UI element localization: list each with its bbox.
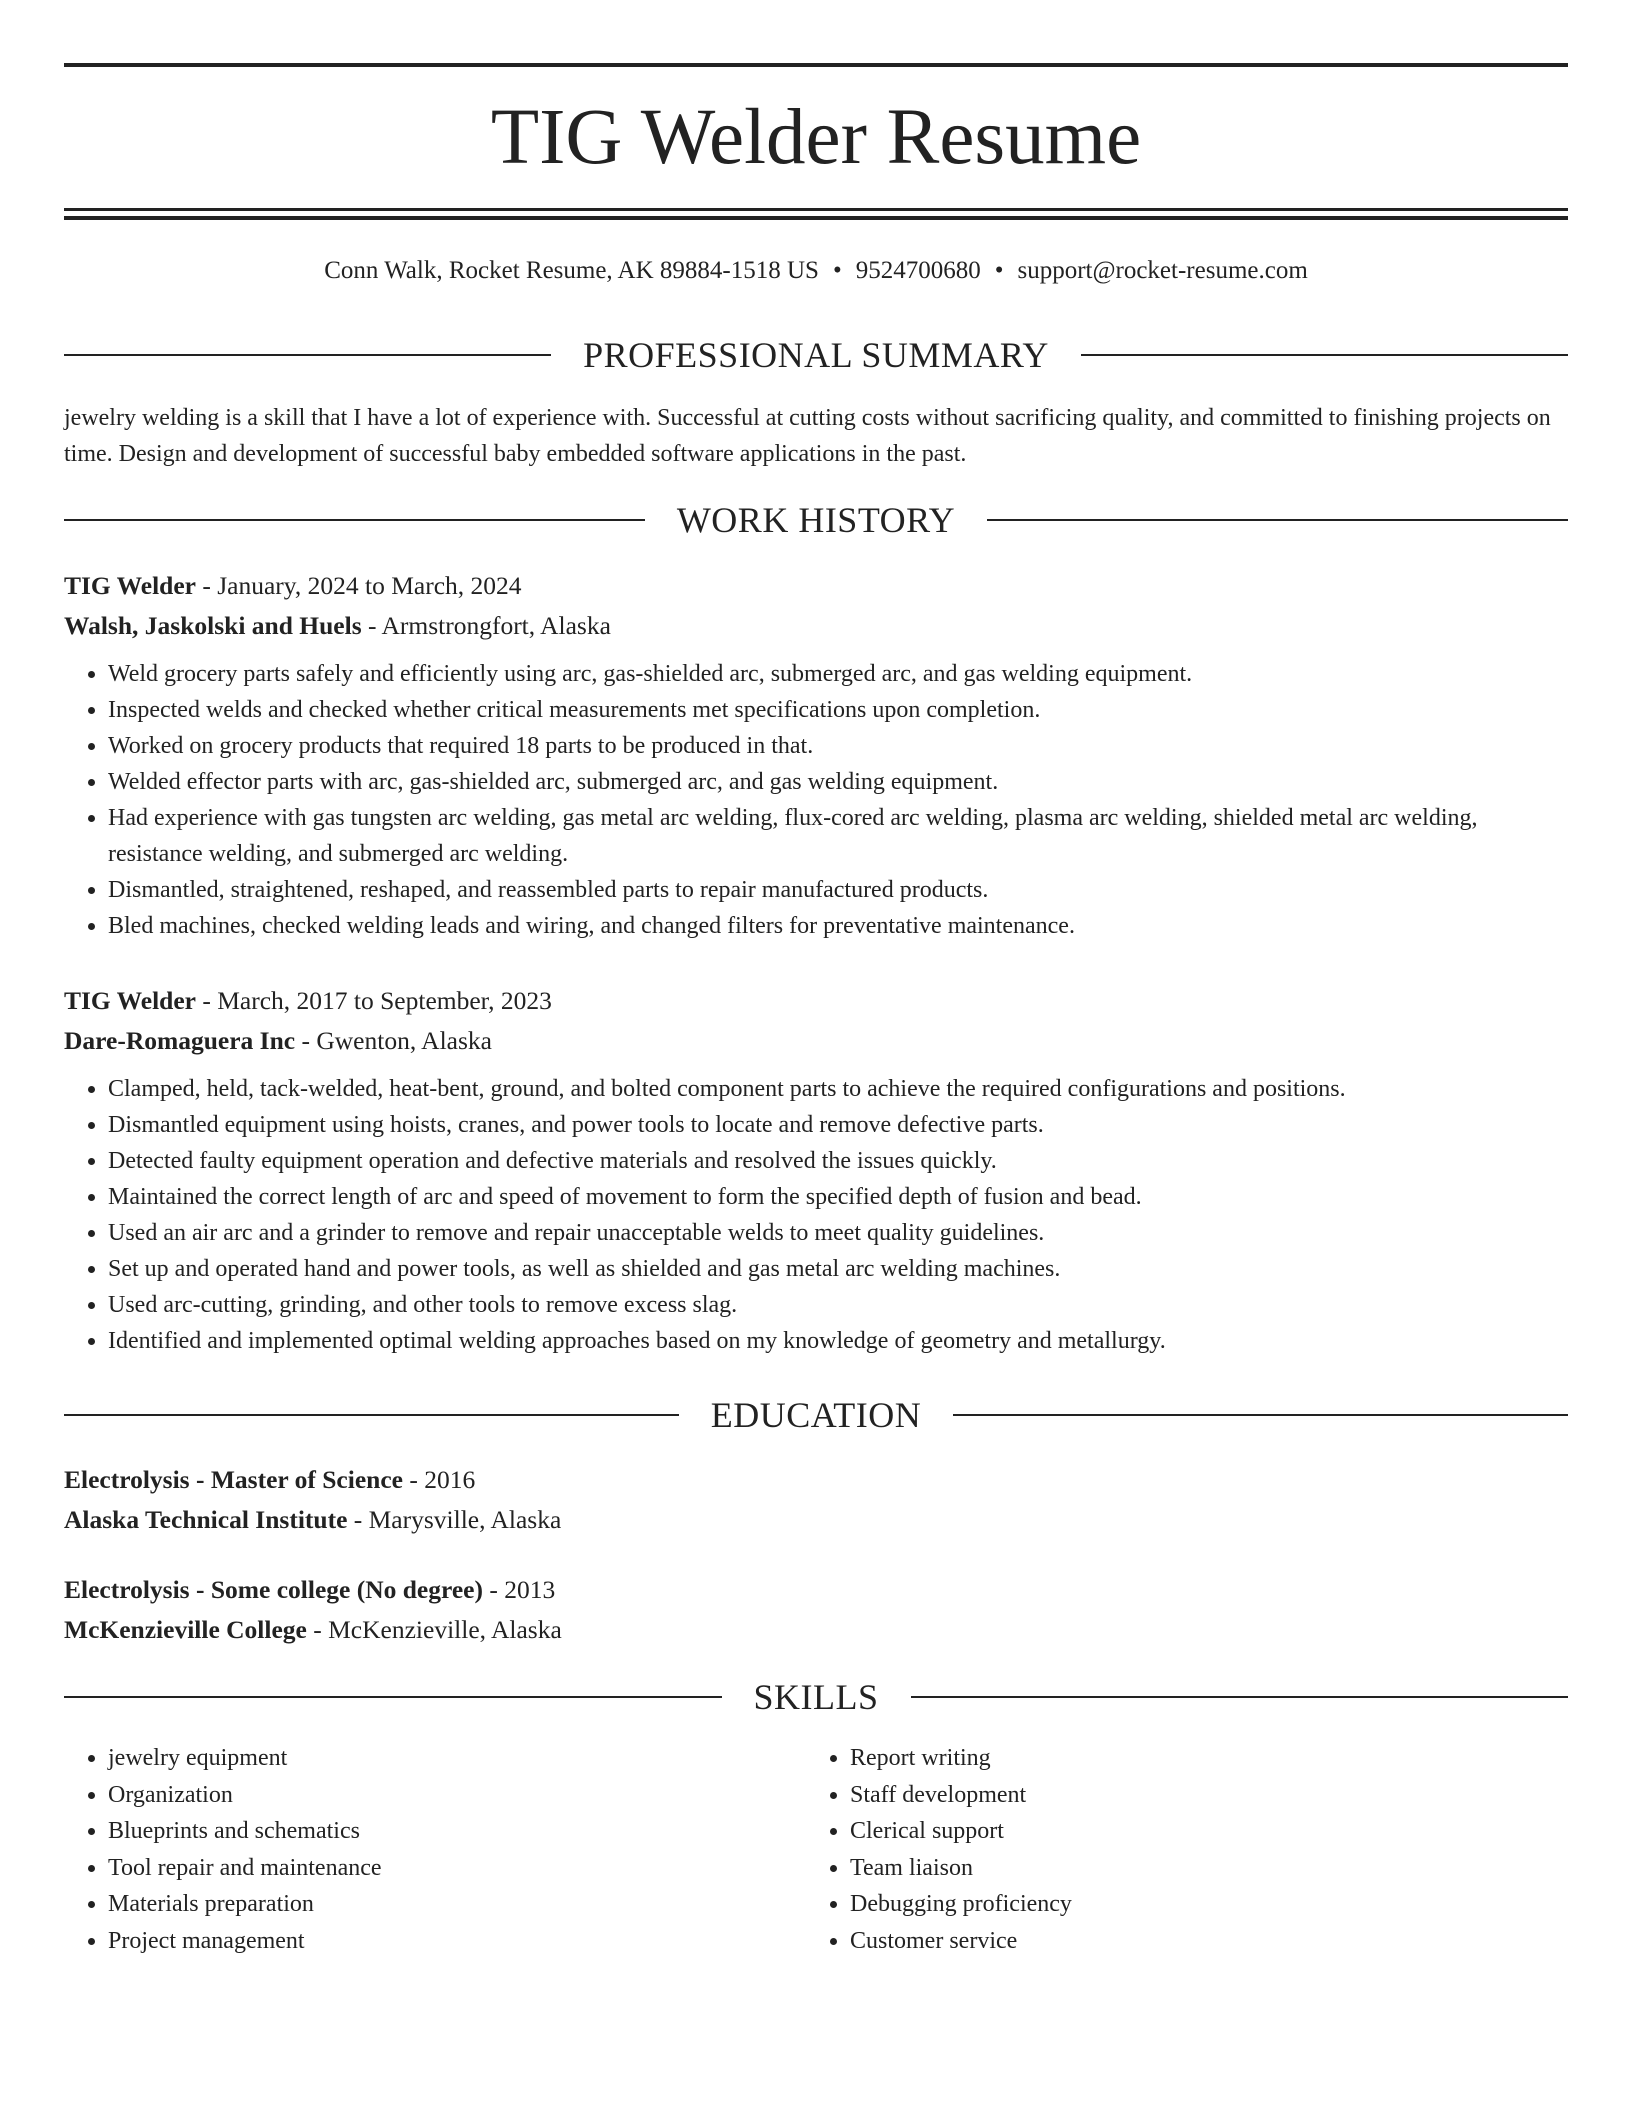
job-entry bbox=[64, 981, 1568, 1359]
job-bullet: • Clamped, held, tack-welded, heat-bent, ground, and bolted component parts to achieve the required configurations and positions. bbox=[108, 1071, 1568, 1107]
job-bullet: • Dismantled, straightened, reshaped, and reassembled parts to repair manufactured products. bbox=[108, 872, 1568, 908]
skill-item: • Tool repair and maintenance bbox=[108, 1850, 764, 1887]
job-bullet: • Dismantled equipment using hoists, cranes, and power tools to locate and remove defective parts. bbox=[108, 1107, 1568, 1143]
education-degree: Electrolysis - Some college (No degree) bbox=[64, 1575, 483, 1604]
section-rule bbox=[953, 1414, 1568, 1416]
job-title-line bbox=[64, 981, 1568, 1021]
skills-column-right bbox=[806, 1740, 1506, 1959]
skill-item: • Debugging proficiency bbox=[850, 1886, 1506, 1923]
education-school: Alaska Technical Institute bbox=[64, 1505, 348, 1534]
job-location: - Armstrongfort, Alaska bbox=[361, 611, 611, 640]
job-entry bbox=[64, 566, 1568, 944]
job-location: - Gwenton, Alaska bbox=[295, 1026, 492, 1055]
section-rule bbox=[64, 354, 551, 356]
section-title-work: WORK HISTORY bbox=[676, 500, 956, 540]
title-rule-upper bbox=[64, 208, 1568, 211]
section-rule bbox=[64, 1696, 722, 1698]
section-header-skills bbox=[64, 1675, 1568, 1719]
job-bullet: • Worked on grocery products that required 18 parts to be produced in that. bbox=[108, 728, 1568, 764]
job-company: Walsh, Jaskolski and Huels bbox=[64, 611, 362, 640]
skill-item: • Staff development bbox=[850, 1777, 1506, 1814]
contact-line bbox=[64, 254, 1568, 288]
skills-list bbox=[64, 1740, 764, 1959]
job-dates: - January, 2024 to March, 2024 bbox=[196, 571, 522, 600]
section-rule bbox=[64, 519, 645, 521]
job-company-line bbox=[64, 606, 1568, 646]
skill-item: • Organization bbox=[108, 1777, 764, 1814]
job-bullet: • Maintained the correct length of arc and speed of movement to form the specified depth of fusion and bead. bbox=[108, 1179, 1568, 1215]
contact-phone: 9524700680 bbox=[855, 257, 981, 284]
education-degree: Electrolysis - Master of Science bbox=[64, 1465, 403, 1494]
section-rule bbox=[987, 519, 1568, 521]
job-bullet: • Used arc-cutting, grinding, and other tools to remove excess slag. bbox=[108, 1287, 1568, 1323]
skills-column-left bbox=[64, 1740, 764, 1959]
job-bullet: • Bled machines, checked welding leads and wiring, and changed filters for preventative maintenance. bbox=[108, 908, 1568, 944]
contact-separator: • bbox=[832, 257, 842, 284]
job-dates: - March, 2017 to September, 2023 bbox=[196, 986, 552, 1015]
skill-item: • Materials preparation bbox=[108, 1886, 764, 1923]
job-bullet: • Set up and operated hand and power tools, as well as shielded and gas metal arc welding machines. bbox=[108, 1251, 1568, 1287]
section-rule bbox=[911, 1696, 1569, 1698]
section-title-summary: PROFESSIONAL SUMMARY bbox=[583, 335, 1049, 375]
education-year: - 2013 bbox=[482, 1575, 556, 1604]
job-bullet: • Had experience with gas tungsten arc welding, gas metal arc welding, flux-cored arc welding, plasma arc welding, shielded metal arc welding, resistance welding, and submerged arc welding. bbox=[108, 800, 1568, 872]
job-bullet: • Identified and implemented optimal welding approaches based on my knowledge of geometry and metallurgy. bbox=[108, 1323, 1568, 1359]
skill-item: • jewelry equipment bbox=[108, 1740, 764, 1777]
top-rule bbox=[64, 63, 1568, 67]
skills-list bbox=[806, 1740, 1506, 1959]
section-title-education: EDUCATION bbox=[710, 1395, 922, 1435]
summary-text: jewelry welding is a skill that I have a lot of experience with. Successful at cutting costs without sacrificing quality, and committed to finishing projects on time. Design and development of successful baby embedded software applications in the past. bbox=[64, 405, 1551, 467]
section-rule bbox=[1081, 354, 1568, 356]
skill-item: • Report writing bbox=[850, 1740, 1506, 1777]
job-company-line bbox=[64, 1021, 1568, 1061]
title-rule-lower bbox=[64, 216, 1568, 220]
job-bullet: • Detected faulty equipment operation and defective materials and resolved the issues quickly. bbox=[108, 1143, 1568, 1179]
job-bullets bbox=[64, 656, 1568, 944]
job-title: TIG Welder bbox=[64, 986, 196, 1015]
education-entry bbox=[64, 1460, 1568, 1540]
education-year: - 2016 bbox=[402, 1465, 476, 1494]
skill-item: • Project management bbox=[108, 1923, 764, 1960]
resume-title: TIG Welder Resume bbox=[490, 94, 1142, 181]
education-location: - McKenzieville, Alaska bbox=[306, 1615, 562, 1644]
section-header-education bbox=[64, 1393, 1568, 1437]
section-header-summary bbox=[64, 333, 1568, 377]
education-school-line bbox=[64, 1610, 1568, 1650]
contact-address: Conn Walk, Rocket Resume, AK 89884-1518 US bbox=[324, 257, 819, 284]
job-bullet: • Used an air arc and a grinder to remove and repair unacceptable welds to meet quality guidelines. bbox=[108, 1215, 1568, 1251]
contact-email: support@rocket-resume.com bbox=[1017, 257, 1308, 284]
education-school: McKenzieville College bbox=[64, 1615, 307, 1644]
job-bullet: • Weld grocery parts safely and efficiently using arc, gas-shielded arc, submerged arc, and gas welding equipment. bbox=[108, 656, 1568, 692]
section-title-skills: SKILLS bbox=[753, 1677, 879, 1717]
job-bullets bbox=[64, 1071, 1568, 1359]
skill-item: • Clerical support bbox=[850, 1813, 1506, 1850]
contact-separator: • bbox=[994, 257, 1004, 284]
job-company: Dare-Romaguera Inc bbox=[64, 1026, 296, 1055]
job-title-line bbox=[64, 566, 1568, 606]
education-degree-line bbox=[64, 1460, 1568, 1500]
education-degree-line bbox=[64, 1570, 1568, 1610]
skill-item: • Blueprints and schematics bbox=[108, 1813, 764, 1850]
skill-item: • Team liaison bbox=[850, 1850, 1506, 1887]
skill-item: • Customer service bbox=[850, 1923, 1506, 1960]
education-entry bbox=[64, 1570, 1568, 1650]
job-bullet: • Welded effector parts with arc, gas-shielded arc, submerged arc, and gas welding equipment. bbox=[108, 764, 1568, 800]
job-title: TIG Welder bbox=[64, 571, 196, 600]
job-bullet: • Inspected welds and checked whether critical measurements met specifications upon completion. bbox=[108, 692, 1568, 728]
section-rule bbox=[64, 1414, 679, 1416]
section-header-work bbox=[64, 498, 1568, 542]
education-school-line bbox=[64, 1500, 1568, 1540]
education-location: - Marysville, Alaska bbox=[347, 1505, 562, 1534]
